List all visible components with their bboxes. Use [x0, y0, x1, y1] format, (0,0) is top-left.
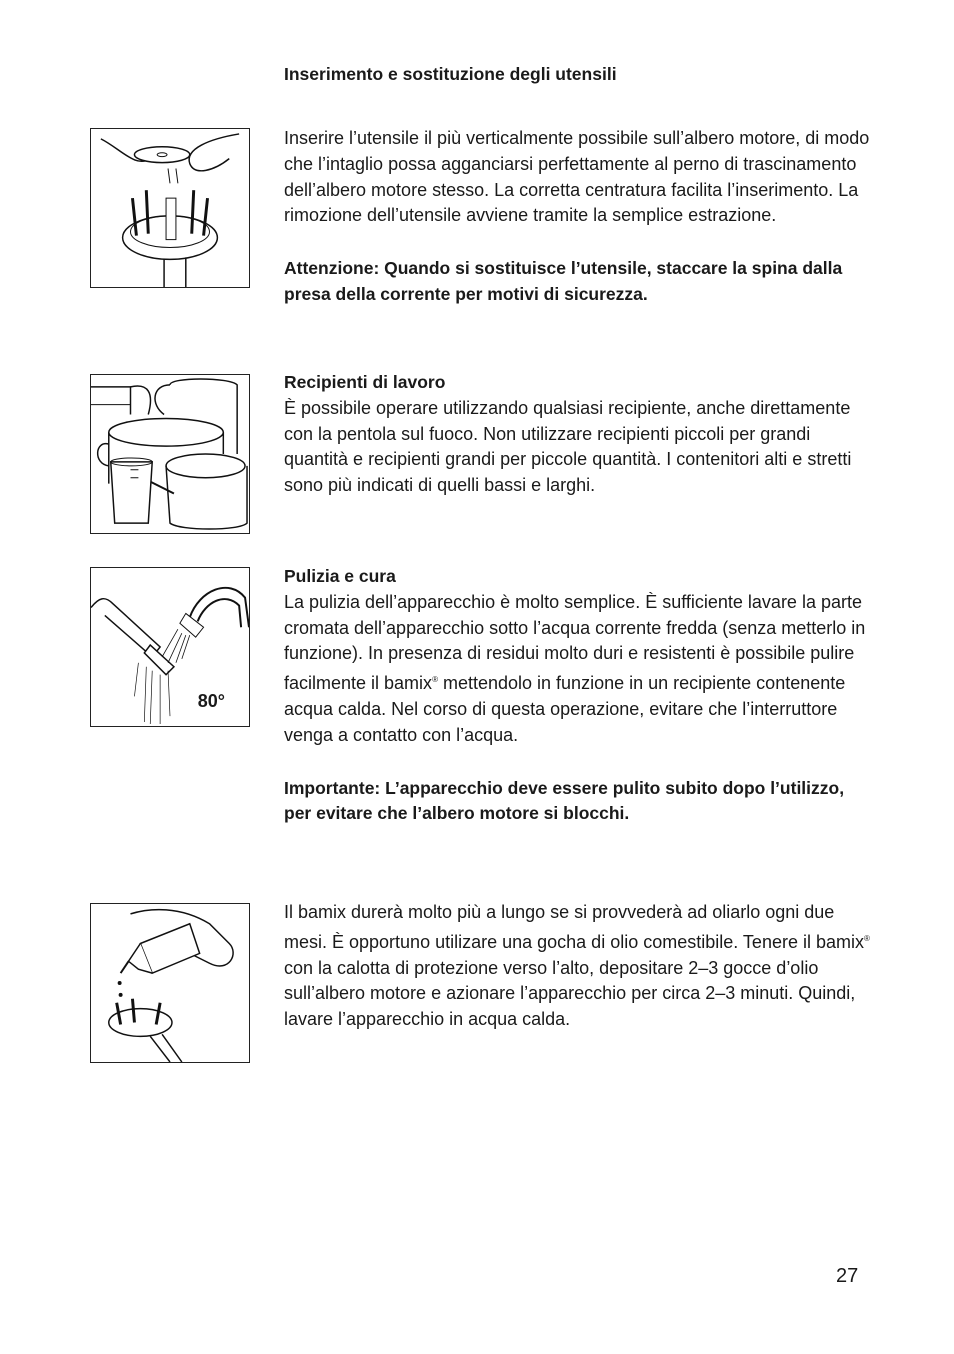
containers-drawing: [91, 375, 249, 533]
oiling-body-part1: Il bamix durerà molto più a lungo se si provvederà ad oliarlo ogni due mesi. È opportuno utilizare una gocha di olio comestibile. Tenere il bamix: [284, 902, 864, 952]
containers-body: È possibile operare utilizzando qualsiasi recipiente, anche direttamente con la pentola sul fuoco. Non utilizzare recipienti piccoli per grandi quantità e recipienti grandi per piccole quantità. I contenitori alti e stretti sono più indicati di quelli bassi e larghi.: [284, 397, 852, 496]
cleaning-text: [284, 564, 874, 827]
oiling-drawing: [91, 904, 249, 1062]
registered-mark: ®: [863, 933, 870, 943]
oiling-body-part2: con la calotta di protezione verso l’alto, depositare 2–3 gocce d’olio sull’albero motore e azionare l’apparecchio per circa 2–3 minuti. Quindi, lavare l’apparecchio in acqua calda.: [284, 957, 856, 1030]
cleaning-body-part2: mettendolo in funzione in un recipiente contenente acqua calda. Nel corso di questa operazione, evitare che l’interruttore venga a contatto con l’acqua.: [284, 673, 846, 745]
oiling-text: [284, 900, 874, 1033]
cleaning-body-part1: La pulizia dell’apparecchio è molto semplice. È sufficiente lavare la parte cromata dell’apparecchio sotto l’acqua corrente fredda (senza metterlo in funzione). In presenza di residui molto duri e resistenti è possibile pulire facilmente il bamix: [284, 591, 866, 694]
oiling-body: [284, 900, 874, 1033]
temperature-label: 80°: [197, 691, 225, 711]
cleaning-important: Importante: L’apparecchio deve essere pulito subito dopo l’utilizzo, per evitare che l’albero motore si blocchi.: [284, 777, 845, 824]
containers-text: [284, 370, 874, 499]
cleaning-drawing: [91, 568, 249, 726]
registered-mark: ®: [432, 675, 438, 685]
containers-heading: Recipienti di lavoro: [284, 372, 446, 392]
tool-insertion-body: Inserire l’utensile il più verticalmente possibile sull’albero motore, di modo che l’intaglio possa agganciarsi perfettamente al perno di trascinamento dell’albero motore stesso. La corretta centratura facilita l’inserimento. La rimozione dell’utensile avviene tramite la semplice estrazione.: [284, 128, 870, 226]
tool-insertion-text: [284, 126, 874, 308]
cleaning-heading: Pulizia e cura: [284, 566, 396, 586]
oiling-illustration: [90, 903, 250, 1063]
tool-insertion-drawing: [91, 129, 249, 287]
section-title: Inserimento e sostituzione degli utensili: [284, 64, 617, 84]
page-number: 27: [836, 1265, 859, 1287]
safety-warning: Attenzione: Quando si sostituisce l’utensile, staccare la spina dalla presa della corrente per motivi di sicurezza.: [284, 258, 843, 304]
cleaning-illustration: [90, 567, 250, 727]
cleaning-body: [284, 590, 874, 749]
containers-illustration: [90, 374, 250, 534]
tool-insertion-illustration: [90, 128, 250, 288]
